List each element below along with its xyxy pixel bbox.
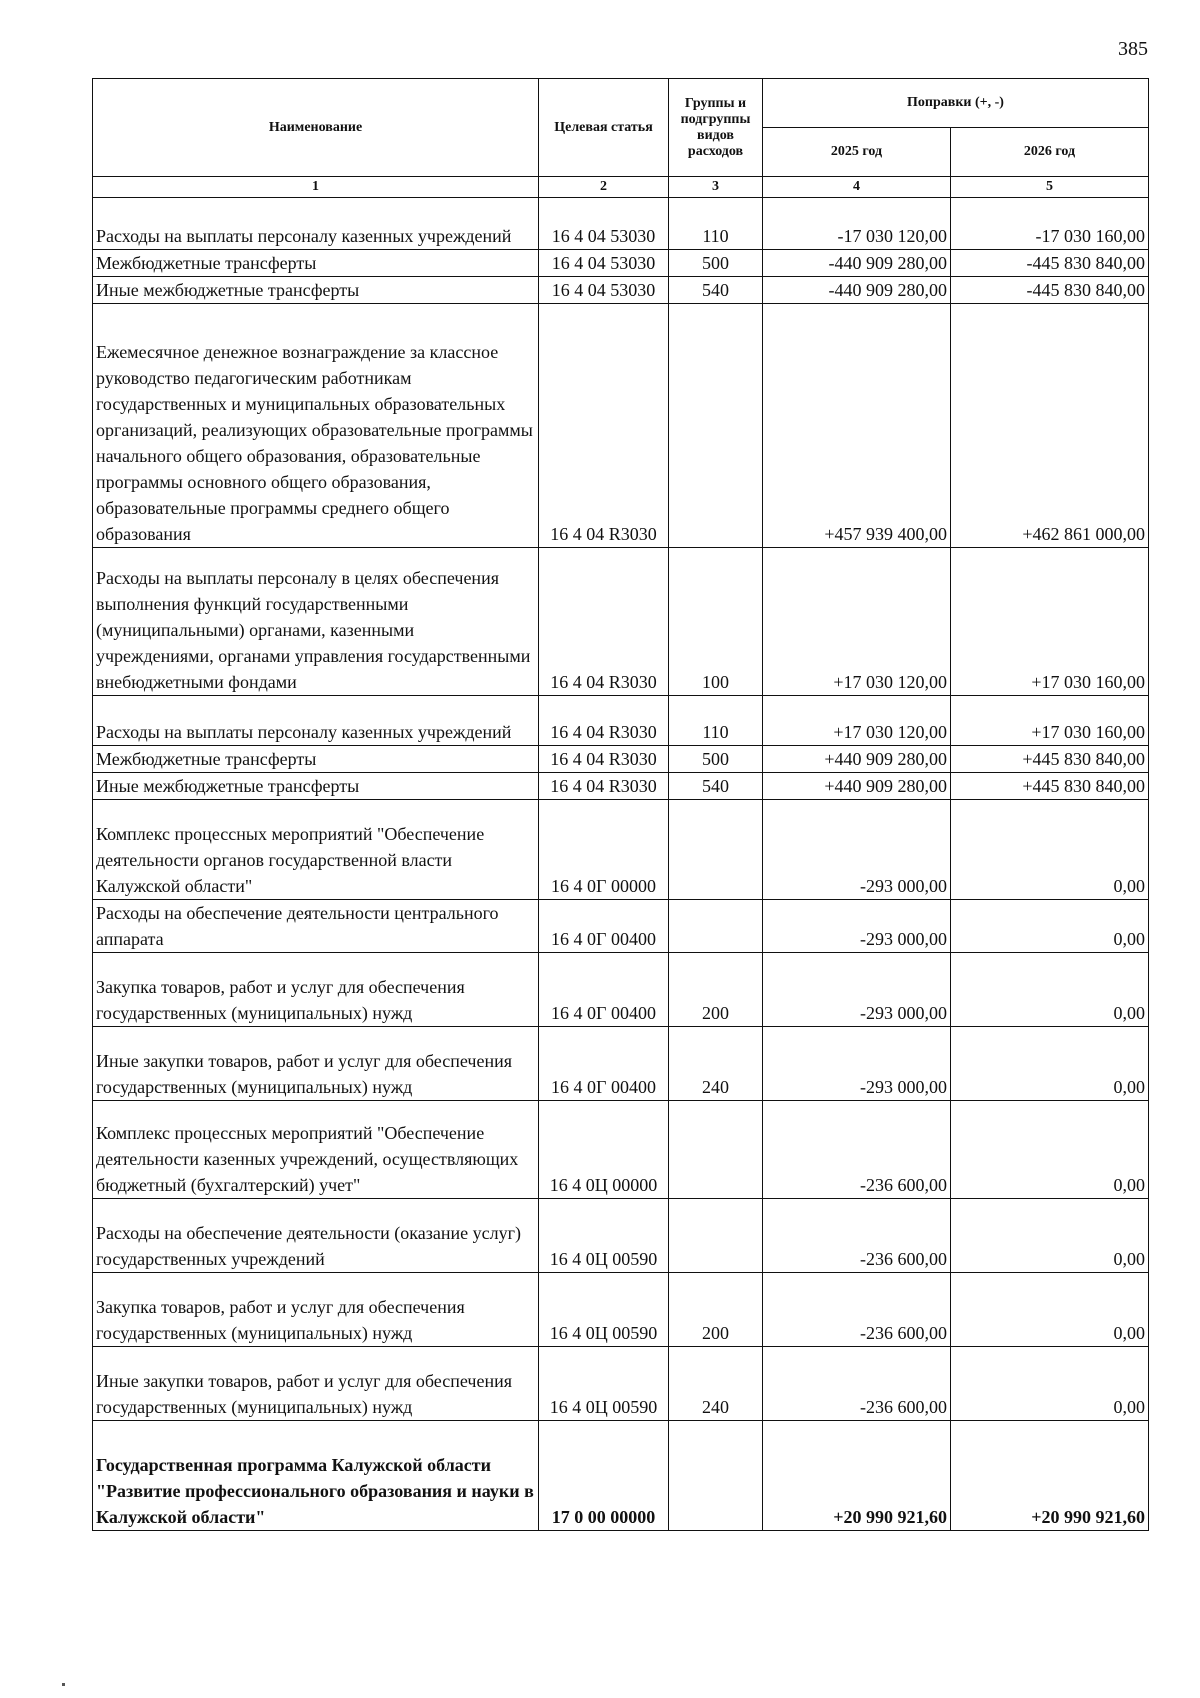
row-expense-group-cell: 200: [669, 953, 763, 1027]
row-target-article-cell: 16 4 0Ц 00000: [539, 1101, 669, 1199]
row-target-article-cell: 16 4 04 R3030: [539, 696, 669, 746]
row-name-cell: Комплекс процессных мероприятий "Обеспечение деятельности органов государственной власти Калужской области": [93, 800, 539, 900]
row-amount-2025-cell: +440 909 280,00: [763, 746, 951, 773]
row-name-cell: Межбюджетные трансферты: [93, 746, 539, 773]
row-amount-2026-cell: 0,00: [951, 1199, 1149, 1273]
table-row: [93, 1199, 1149, 1273]
row-target-article-cell: 16 4 04 R3030: [539, 773, 669, 800]
header-amendments: Поправки (+, -): [763, 79, 1149, 128]
row-name-cell: Государственная программа Калужской области "Развитие профессионального образования и науки в Калужской области": [93, 1421, 539, 1531]
table-row: [93, 800, 1149, 900]
row-name-cell: Расходы на обеспечение деятельности центрального аппарата: [93, 900, 539, 953]
table-row: [93, 198, 1149, 250]
row-amount-2025-cell: +440 909 280,00: [763, 773, 951, 800]
table-row: [93, 1027, 1149, 1101]
column-number: 3: [669, 177, 763, 198]
table-body: [93, 198, 1149, 1531]
column-number: 4: [763, 177, 951, 198]
row-amount-2026-cell: 0,00: [951, 1101, 1149, 1199]
budget-amendments-table: [92, 78, 1149, 1531]
row-amount-2025-cell: -17 030 120,00: [763, 198, 951, 250]
column-number: 5: [951, 177, 1149, 198]
row-amount-2025-cell: +17 030 120,00: [763, 696, 951, 746]
header-expense-groups: Группы и подгруппы видов расходов: [669, 79, 763, 177]
row-target-article-cell: 16 4 0Ц 00590: [539, 1347, 669, 1421]
row-expense-group-cell: 500: [669, 250, 763, 277]
column-number: 2: [539, 177, 669, 198]
row-name-cell: Расходы на выплаты персоналу казенных учреждений: [93, 198, 539, 250]
row-expense-group-cell: 540: [669, 773, 763, 800]
row-amount-2025-cell: -236 600,00: [763, 1101, 951, 1199]
row-amount-2026-cell: +445 830 840,00: [951, 773, 1149, 800]
row-amount-2025-cell: -293 000,00: [763, 800, 951, 900]
row-amount-2026-cell: +445 830 840,00: [951, 746, 1149, 773]
row-expense-group-cell: [669, 900, 763, 953]
row-amount-2025-cell: -293 000,00: [763, 900, 951, 953]
header-year-2026: 2026 год: [951, 128, 1149, 177]
row-amount-2025-cell: -293 000,00: [763, 953, 951, 1027]
header-name: Наименование: [93, 79, 539, 177]
row-amount-2025-cell: -440 909 280,00: [763, 250, 951, 277]
row-amount-2026-cell: 0,00: [951, 900, 1149, 953]
row-amount-2026-cell: +20 990 921,60: [951, 1421, 1149, 1531]
row-expense-group-cell: [669, 800, 763, 900]
row-target-article-cell: 16 4 0Г 00400: [539, 900, 669, 953]
row-amount-2026-cell: -445 830 840,00: [951, 250, 1149, 277]
row-amount-2026-cell: +462 861 000,00: [951, 304, 1149, 548]
row-target-article-cell: 16 4 04 R3030: [539, 304, 669, 548]
row-target-article-cell: 16 4 0Г 00400: [539, 953, 669, 1027]
row-amount-2026-cell: 0,00: [951, 1027, 1149, 1101]
row-amount-2025-cell: -236 600,00: [763, 1273, 951, 1347]
table-row: [93, 1421, 1149, 1531]
row-amount-2025-cell: +20 990 921,60: [763, 1421, 951, 1531]
row-name-cell: Межбюджетные трансферты: [93, 250, 539, 277]
column-number: 1: [93, 177, 539, 198]
row-amount-2026-cell: -445 830 840,00: [951, 277, 1149, 304]
row-target-article-cell: 16 4 0Г 00000: [539, 800, 669, 900]
row-target-article-cell: 16 4 04 53030: [539, 277, 669, 304]
row-expense-group-cell: [669, 304, 763, 548]
row-amount-2026-cell: -17 030 160,00: [951, 198, 1149, 250]
row-amount-2026-cell: +17 030 160,00: [951, 696, 1149, 746]
row-amount-2026-cell: 0,00: [951, 1347, 1149, 1421]
row-expense-group-cell: 200: [669, 1273, 763, 1347]
row-target-article-cell: 16 4 04 R3030: [539, 746, 669, 773]
row-name-cell: Расходы на выплаты персоналу казенных учреждений: [93, 696, 539, 746]
row-amount-2025-cell: -236 600,00: [763, 1199, 951, 1273]
row-amount-2026-cell: 0,00: [951, 1273, 1149, 1347]
table-row: [93, 953, 1149, 1027]
row-amount-2025-cell: +457 939 400,00: [763, 304, 951, 548]
row-name-cell: Иные закупки товаров, работ и услуг для обеспечения государственных (муниципальных) нужд: [93, 1027, 539, 1101]
scan-speck: [62, 1683, 65, 1686]
row-target-article-cell: 16 4 04 R3030: [539, 548, 669, 696]
row-amount-2026-cell: 0,00: [951, 953, 1149, 1027]
row-expense-group-cell: [669, 1199, 763, 1273]
row-name-cell: Закупка товаров, работ и услуг для обеспечения государственных (муниципальных) нужд: [93, 953, 539, 1027]
header-target-article: Целевая статья: [539, 79, 669, 177]
row-name-cell: Расходы на обеспечение деятельности (оказание услуг) государственных учреждений: [93, 1199, 539, 1273]
table-row: [93, 1101, 1149, 1199]
table-row: [93, 1273, 1149, 1347]
table-row: [93, 900, 1149, 953]
row-expense-group-cell: [669, 1421, 763, 1531]
row-amount-2026-cell: +17 030 160,00: [951, 548, 1149, 696]
row-target-article-cell: 16 4 04 53030: [539, 250, 669, 277]
row-name-cell: Комплекс процессных мероприятий "Обеспечение деятельности казенных учреждений, осуществляющих бюджетный (бухгалтерский) учет": [93, 1101, 539, 1199]
row-name-cell: Ежемесячное денежное вознаграждение за классное руководство педагогическим работникам государственных и муниципальных образовательных организаций, реализующих образовательные программы начального общего образования, образовательные программы основного общего образования, образовательные программы среднего общего образования: [93, 304, 539, 548]
row-target-article-cell: 16 4 0Г 00400: [539, 1027, 669, 1101]
table-row: [93, 548, 1149, 696]
row-expense-group-cell: 110: [669, 696, 763, 746]
row-amount-2025-cell: -236 600,00: [763, 1347, 951, 1421]
table-row: [93, 696, 1149, 746]
row-expense-group-cell: 500: [669, 746, 763, 773]
row-target-article-cell: 17 0 00 00000: [539, 1421, 669, 1531]
row-target-article-cell: 16 4 0Ц 00590: [539, 1199, 669, 1273]
row-target-article-cell: 16 4 04 53030: [539, 198, 669, 250]
row-amount-2026-cell: 0,00: [951, 800, 1149, 900]
row-expense-group-cell: 540: [669, 277, 763, 304]
header-year-2025: 2025 год: [763, 128, 951, 177]
table-row: [93, 277, 1149, 304]
table-row: [93, 250, 1149, 277]
row-expense-group-cell: 100: [669, 548, 763, 696]
table-row: [93, 1347, 1149, 1421]
table-row: [93, 304, 1149, 548]
row-name-cell: Расходы на выплаты персоналу в целях обеспечения выполнения функций государственными (муниципальными) органами, казенными учреждениями, органами управления государственными внебюджетными фондами: [93, 548, 539, 696]
row-expense-group-cell: [669, 1101, 763, 1199]
row-name-cell: Иные межбюджетные трансферты: [93, 277, 539, 304]
row-name-cell: Иные межбюджетные трансферты: [93, 773, 539, 800]
table-row: [93, 746, 1149, 773]
row-expense-group-cell: 240: [669, 1027, 763, 1101]
row-target-article-cell: 16 4 0Ц 00590: [539, 1273, 669, 1347]
row-name-cell: Закупка товаров, работ и услуг для обеспечения государственных (муниципальных) нужд: [93, 1273, 539, 1347]
row-expense-group-cell: 240: [669, 1347, 763, 1421]
row-expense-group-cell: 110: [669, 198, 763, 250]
row-name-cell: Иные закупки товаров, работ и услуг для обеспечения государственных (муниципальных) нужд: [93, 1347, 539, 1421]
row-amount-2025-cell: -440 909 280,00: [763, 277, 951, 304]
row-amount-2025-cell: +17 030 120,00: [763, 548, 951, 696]
page-number: 385: [1118, 38, 1148, 60]
row-amount-2025-cell: -293 000,00: [763, 1027, 951, 1101]
table-row: [93, 773, 1149, 800]
